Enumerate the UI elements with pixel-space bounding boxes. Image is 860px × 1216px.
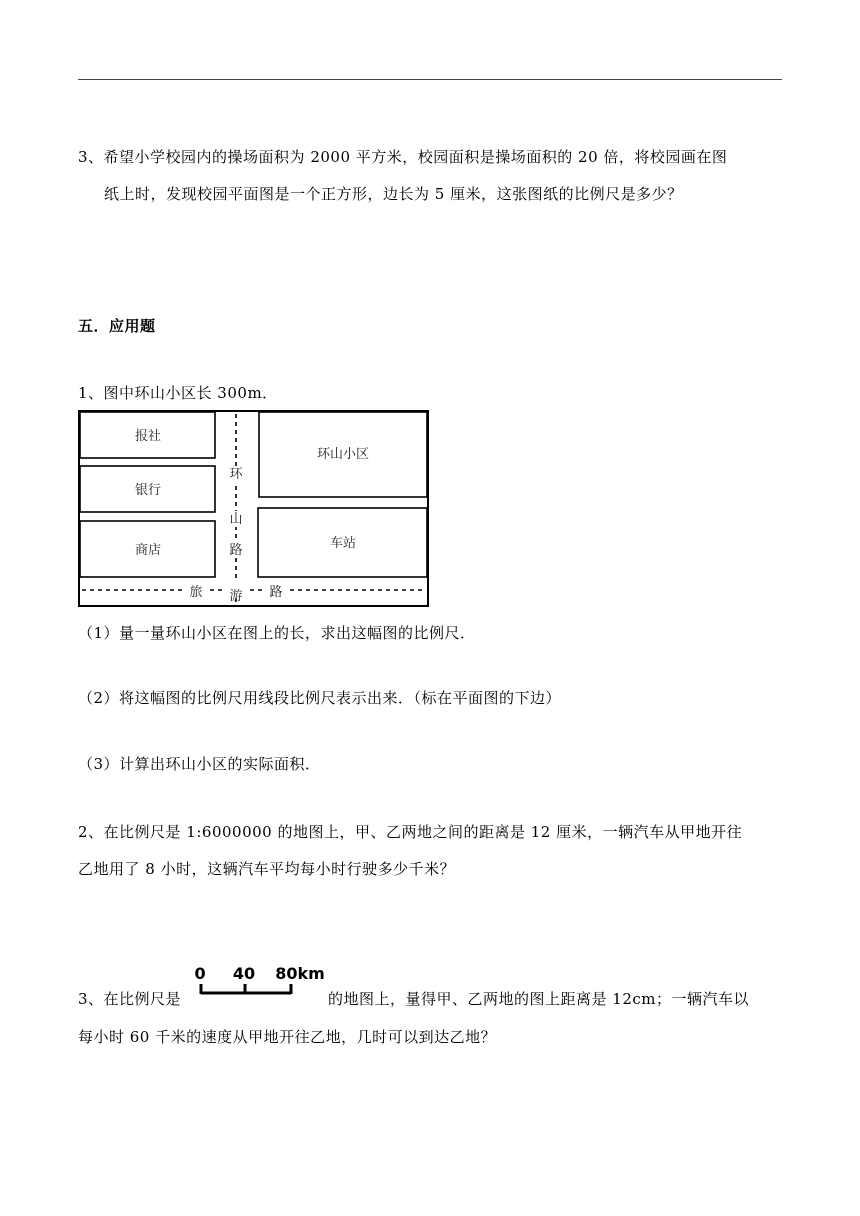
sub-question-3: （3）计算出环山小区的实际面积． [78, 755, 321, 773]
app3-line-2: 每小时 60 千米的速度从甲地开往乙地，几时可以到达乙地？ [78, 1028, 497, 1046]
scale-label-0: 0 [194, 964, 206, 983]
label-residential: 环山小区 [316, 447, 370, 462]
road-h-char-2: 游 [229, 589, 243, 604]
header-rule [78, 79, 782, 80]
app3-suffix: 的地图上，量得甲、乙两地的图上距离是 12cm；一辆汽车以 [328, 990, 749, 1008]
label-newspaper: 报社 [134, 429, 162, 444]
label-station: 车站 [329, 536, 357, 551]
map-diagram [78, 410, 430, 608]
app2-line-1: 2、在比例尺是 1:6000000 的地图上，甲、乙两地之间的距离是 12 厘米，一辆汽车从甲地开往 [78, 823, 743, 841]
q3-line-1: 3、希望小学校园内的操场面积为 2000 平方米，校园面积是操场面积的 20 倍，将校园画在图 [78, 148, 728, 166]
road-h-char-3: 路 [269, 585, 283, 600]
line-scale-bar [196, 962, 328, 1002]
sub-question-1: （1）量一量环山小区在图上的长，求出这幅图的比例尺． [78, 624, 476, 642]
section-title: 五．应用题 [78, 317, 156, 335]
label-shop: 商店 [134, 543, 162, 558]
scale-label-80km: 80km [275, 964, 325, 983]
road-v-char-1: 环 [229, 467, 243, 482]
q3-line-2: 纸上时，发现校园平面图是一个正方形，边长为 5 厘米，这张图纸的比例尺是多少？ [104, 185, 683, 203]
app2-line-2: 乙地用了 8 小时，这辆汽车平均每小时行驶多少千米？ [78, 860, 456, 878]
road-v-char-2: 山 [229, 512, 243, 527]
scale-label-40: 40 [232, 964, 256, 983]
sub-question-2: （2）将这幅图的比例尺用线段比例尺表示出来．（标在平面图的下边） [78, 689, 562, 707]
road-h-char-1: 旅 [189, 585, 203, 600]
label-bank: 银行 [134, 483, 162, 498]
app1-intro: 1、图中环山小区长 300m． [78, 384, 278, 402]
road-v-char-3: 路 [229, 543, 243, 558]
app3-prefix: 3、在比例尺是 [78, 990, 182, 1008]
